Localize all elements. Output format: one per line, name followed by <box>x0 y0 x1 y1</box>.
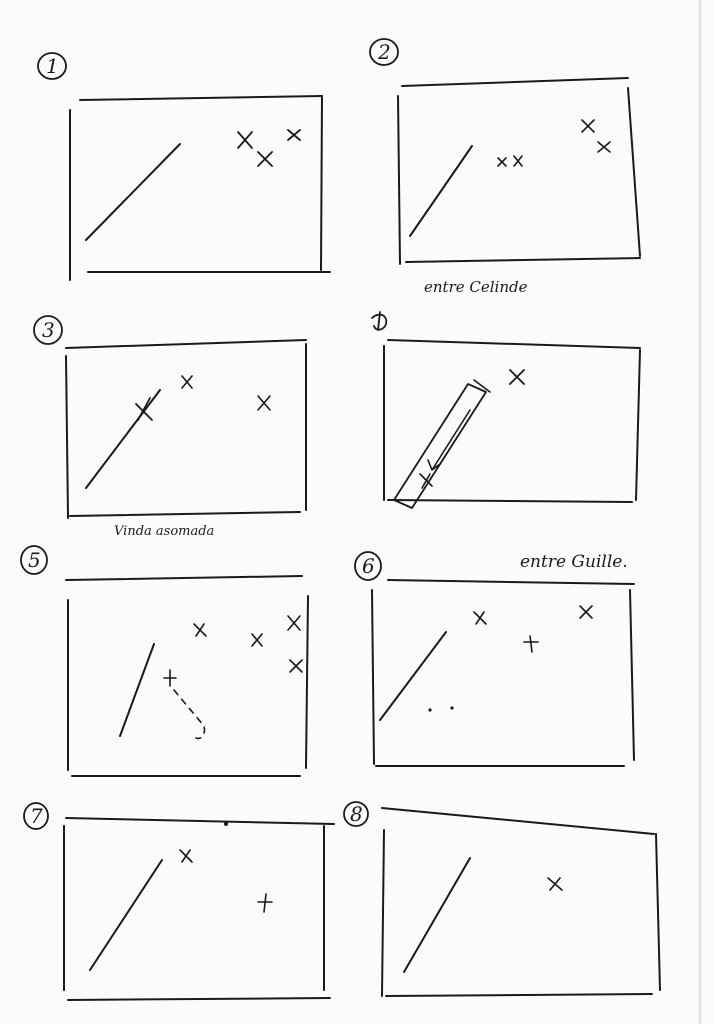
panel-number: 2 <box>378 40 391 64</box>
cross-marks <box>238 130 300 166</box>
cross-mark <box>548 878 562 890</box>
note-panel-2: entre Celinde <box>424 278 528 296</box>
panel-number: 5 <box>28 548 41 572</box>
note-panel-3: Vinda asomada <box>114 524 215 539</box>
frame-left <box>382 830 384 996</box>
frame-right <box>321 96 322 270</box>
frame-right <box>636 350 640 500</box>
motion-arrow <box>428 410 470 470</box>
storyboard-panel-6 <box>355 552 634 766</box>
storyboard-panel-2 <box>370 39 640 264</box>
frame-right <box>306 596 308 768</box>
frame-left <box>398 96 400 264</box>
panel-number: 6 <box>362 554 375 578</box>
panel-number: 8 <box>350 802 363 826</box>
frame-bottom <box>406 258 640 262</box>
dot-marks <box>428 706 453 711</box>
frame-right <box>630 590 634 760</box>
frame-top <box>66 818 334 824</box>
storyboard-panel-4 <box>372 311 640 508</box>
cross-marks <box>498 120 610 166</box>
diagonal-stroke <box>410 146 472 236</box>
ink-dot <box>224 822 228 826</box>
crossed-mark-on-stroke <box>136 398 152 420</box>
panel-number: 7 <box>30 804 43 828</box>
highlighted-stroke-band <box>394 384 486 508</box>
storyboard-panel-8 <box>344 802 660 996</box>
cross-marks <box>182 376 270 410</box>
cross-mark <box>510 370 524 384</box>
frame-left <box>66 356 68 518</box>
diagonal-stroke <box>86 144 180 240</box>
frame-top <box>66 576 302 580</box>
cross-mark <box>164 670 176 686</box>
panel-number: 3 <box>42 318 55 342</box>
frame-right <box>628 88 640 256</box>
diagonal-stroke <box>404 858 470 972</box>
frame-bottom <box>68 998 330 1000</box>
panel-number: 1 <box>46 54 59 78</box>
storyboard-panel-7 <box>24 803 334 1000</box>
storyboard-panel-5 <box>21 546 308 776</box>
cross-marks <box>180 850 272 912</box>
frame-top <box>80 96 322 100</box>
frame-right <box>656 834 660 990</box>
cross-marks <box>194 616 302 672</box>
cross-marks <box>474 606 592 652</box>
diagonal-stroke <box>120 644 154 736</box>
panel-number: 4 <box>374 311 387 335</box>
dashed-path-arrow <box>174 690 205 738</box>
frame-top <box>388 340 640 348</box>
frame-top <box>402 78 628 86</box>
frame-top <box>66 340 306 348</box>
frame-top <box>382 808 654 834</box>
frame-left <box>372 590 374 764</box>
diagonal-stroke <box>86 390 160 488</box>
frame-bottom <box>70 512 300 516</box>
storyboard-panel-3 <box>34 316 306 518</box>
storyboard-panel-1 <box>38 53 330 280</box>
diagonal-stroke <box>90 860 162 970</box>
diagonal-stroke <box>380 632 446 720</box>
note-panel-6: entre Guille. <box>520 552 628 572</box>
frame-bottom <box>386 994 652 996</box>
frame-top <box>388 580 634 584</box>
frame-bottom <box>388 500 632 502</box>
